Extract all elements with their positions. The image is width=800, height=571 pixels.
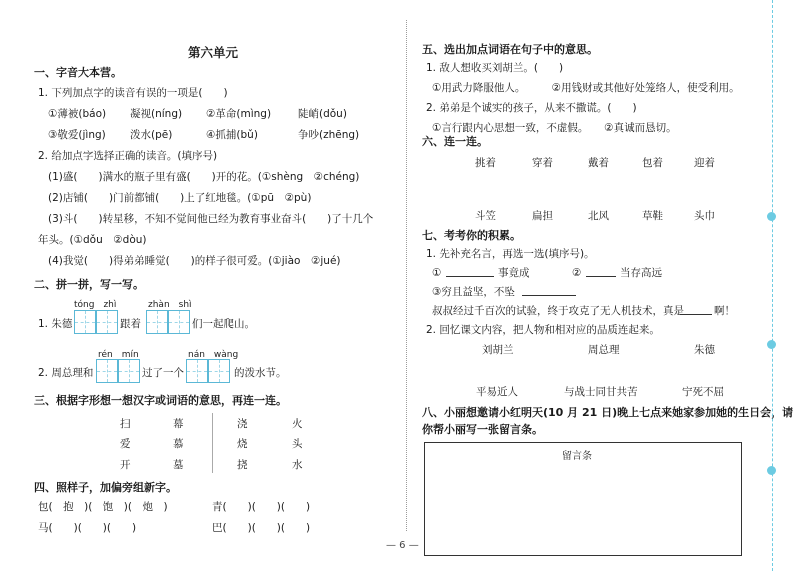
s7-quality-0: 平易近人 (476, 386, 518, 398)
note-writing-box[interactable] (424, 442, 742, 556)
s3-col2-0: 幕 (173, 418, 184, 430)
s4-row2b: 巴( )( )( ) (212, 522, 311, 534)
s6-bottom-0: 斗笠 (475, 210, 496, 222)
s1-q1-opt-a4: 陡峭(dǒu) (298, 108, 347, 120)
s7-a3-blank[interactable] (522, 295, 576, 296)
section-7-heading: 七、考考你的积累。 (422, 229, 521, 242)
s6-top-3: 包着 (642, 157, 663, 169)
s4-row1a: 包( 抱 )( 饱 )( 炮 ) (38, 501, 168, 513)
binding-edge (772, 0, 773, 571)
s3-col3-0: 浇 (237, 418, 248, 430)
s7-sentence-post: 啊！ (714, 305, 735, 317)
s7-sentence-blank[interactable] (680, 314, 712, 315)
s6-bottom-3: 草鞋 (642, 210, 663, 222)
s1-q1: 1. 下列加点字的读音有误的一项是( ) (38, 87, 228, 99)
section-1-heading: 一、字音大本营。 (34, 66, 122, 79)
s4-row1b: 青( )( )( ) (212, 501, 311, 513)
unit-title: 第六单元 (188, 45, 239, 60)
s1-q1-opt-b2: 泼水(pē) (130, 129, 173, 141)
s7-a1-post: 事竟成 (498, 267, 530, 279)
writing-grid-nanwang[interactable] (186, 359, 230, 383)
s3-col2-1: 慕 (173, 438, 184, 450)
s3-col1-1: 爱 (120, 438, 131, 450)
writing-grid-zhanshi[interactable] (146, 310, 190, 334)
s6-bottom-2: 北风 (588, 210, 609, 222)
s1-q1-opt-a1: ①薄被(báo) (48, 108, 107, 120)
s1-q1-opt-b3: ④抓捕(bǔ) (206, 129, 258, 141)
s3-col4-2: 水 (292, 459, 303, 471)
s2-l1-pre: 1. 朱德 (38, 318, 73, 330)
s1-q2: 2. 给加点字选择正确的读音。(填序号) (38, 150, 218, 162)
s1-q1-opt-a3: ②革命(mìng) (206, 108, 272, 120)
s1-q1-opt-b1: ③敬爱(jìng) (48, 129, 106, 141)
s5-q2: 2. 弟弟是个诚实的孩子，从来不撒谎。( ) (426, 102, 637, 114)
s7-a2-blank[interactable] (586, 276, 616, 277)
s6-bottom-4: 头巾 (694, 210, 715, 222)
section-5-heading: 五、选出加点词语在句子中的意思。 (422, 43, 598, 56)
s3-col3-1: 烧 (237, 438, 248, 450)
s2-l2-mid: 过了一个 (142, 367, 184, 379)
s6-top-0: 挑着 (475, 157, 496, 169)
s2-l1-post: 们一起爬山。 (192, 318, 255, 330)
s1-q1-opt-b4: 争吵(zhēng) (298, 129, 360, 141)
section-8-heading-line1: 八、小丽想邀请小红明天(10 月 21 日)晚上七点来她家参加她的生日会，请 (422, 406, 794, 419)
s7-sentence: 叔叔经过千百次的试验，终于攻克了无人机技术，真是 (432, 305, 684, 317)
s3-col4-1: 头 (292, 438, 303, 450)
s1-q1-opt-a2: 凝视(níng) (130, 108, 183, 120)
s6-top-4: 迎着 (694, 157, 715, 169)
writing-grid-tongzhi[interactable] (74, 310, 118, 334)
s1-q2-line5: (4)我觉( )得弟弟睡觉( )的样子很可爱。(①jiào ②jué) (48, 255, 341, 267)
s5-q1-opts: ①用武力降服他人。 ②用钱财或其他好处笼络人，使受利用。 (432, 82, 740, 94)
s7-a3: ③穷且益坚，不坠 (432, 286, 515, 298)
pinyin-renmin: rén mín (98, 350, 139, 360)
s7-q2: 2. 回忆课文内容，把人物和相对应的品质连起来。 (426, 324, 660, 336)
s3-col3-2: 挠 (237, 459, 248, 471)
s1-q2-line1: (1)盛( )满水的瓶子里有盛( )开的花。(①shèng ②chéng) (48, 171, 360, 183)
s5-q2-opts: ①言行跟内心思想一致，不虚假。 ②真诚而恳切。 (432, 122, 677, 134)
s7-person-0: 刘胡兰 (482, 344, 514, 356)
s1-q2-line2: (2)店铺( )门前都铺( )上了红地毯。(①pū ②pù) (48, 192, 312, 204)
s3-separator (212, 413, 213, 473)
pinyin-zhanshi: zhàn shì (148, 300, 192, 310)
s1-q2-line4: 年头。(①dǒu ②dòu) (38, 234, 147, 246)
binding-dot-2 (767, 340, 776, 349)
s6-top-1: 穿着 (532, 157, 553, 169)
pinyin-tongzhi: tóng zhì (74, 300, 117, 310)
s6-bottom-1: 扁担 (532, 210, 553, 222)
s6-top-2: 戴着 (588, 157, 609, 169)
section-4-heading: 四、照样子，加偏旁组新字。 (34, 481, 177, 494)
column-divider (406, 20, 407, 531)
s3-col2-2: 墓 (173, 459, 184, 471)
writing-grid-renmin[interactable] (96, 359, 140, 383)
s7-quality-2: 宁死不屈 (682, 386, 724, 398)
page-number: — 6 — (386, 540, 419, 551)
binding-dot-3 (767, 466, 776, 475)
s2-l1-mid: 跟着 (120, 318, 141, 330)
s2-l2-pre: 2. 周总理和 (38, 367, 94, 379)
s2-l2-post: 的泼水节。 (234, 367, 287, 379)
s4-row2a: 马( )( )( ) (38, 522, 137, 534)
s5-q1: 1. 敌人想收买刘胡兰。( ) (426, 62, 564, 74)
section-2-heading: 二、拼一拼，写一写。 (34, 278, 144, 291)
s7-person-1: 周总理 (588, 344, 620, 356)
pinyin-nanwang: nán wàng (188, 350, 239, 360)
s7-person-2: 朱德 (694, 344, 715, 356)
s1-q2-line3: (3)斗( )转星移，不知不觉间他已经为教育事业奋斗( )了十几个 (48, 213, 374, 225)
binding-dot-1 (767, 212, 776, 221)
s3-col1-0: 扫 (120, 418, 131, 430)
s7-a1-blank[interactable] (446, 276, 494, 277)
s7-a2-label: ② (572, 267, 582, 279)
note-title: 留言条 (562, 451, 592, 462)
s3-col1-2: 开 (120, 459, 131, 471)
s7-a1-label: ① (432, 267, 442, 279)
s7-quality-1: 与战士同甘共苦 (564, 386, 638, 398)
section-8-heading-line2: 你帮小丽写一张留言条。 (422, 423, 543, 436)
s7-q1: 1. 先补充名言，再选一选(填序号)。 (426, 248, 595, 260)
section-6-heading: 六、连一连。 (422, 135, 488, 148)
s3-col4-0: 火 (292, 418, 303, 430)
section-3-heading: 三、根据字形想一想汉字或词语的意思，再连一连。 (34, 394, 287, 407)
s7-a2-post: 当存高远 (620, 267, 662, 279)
